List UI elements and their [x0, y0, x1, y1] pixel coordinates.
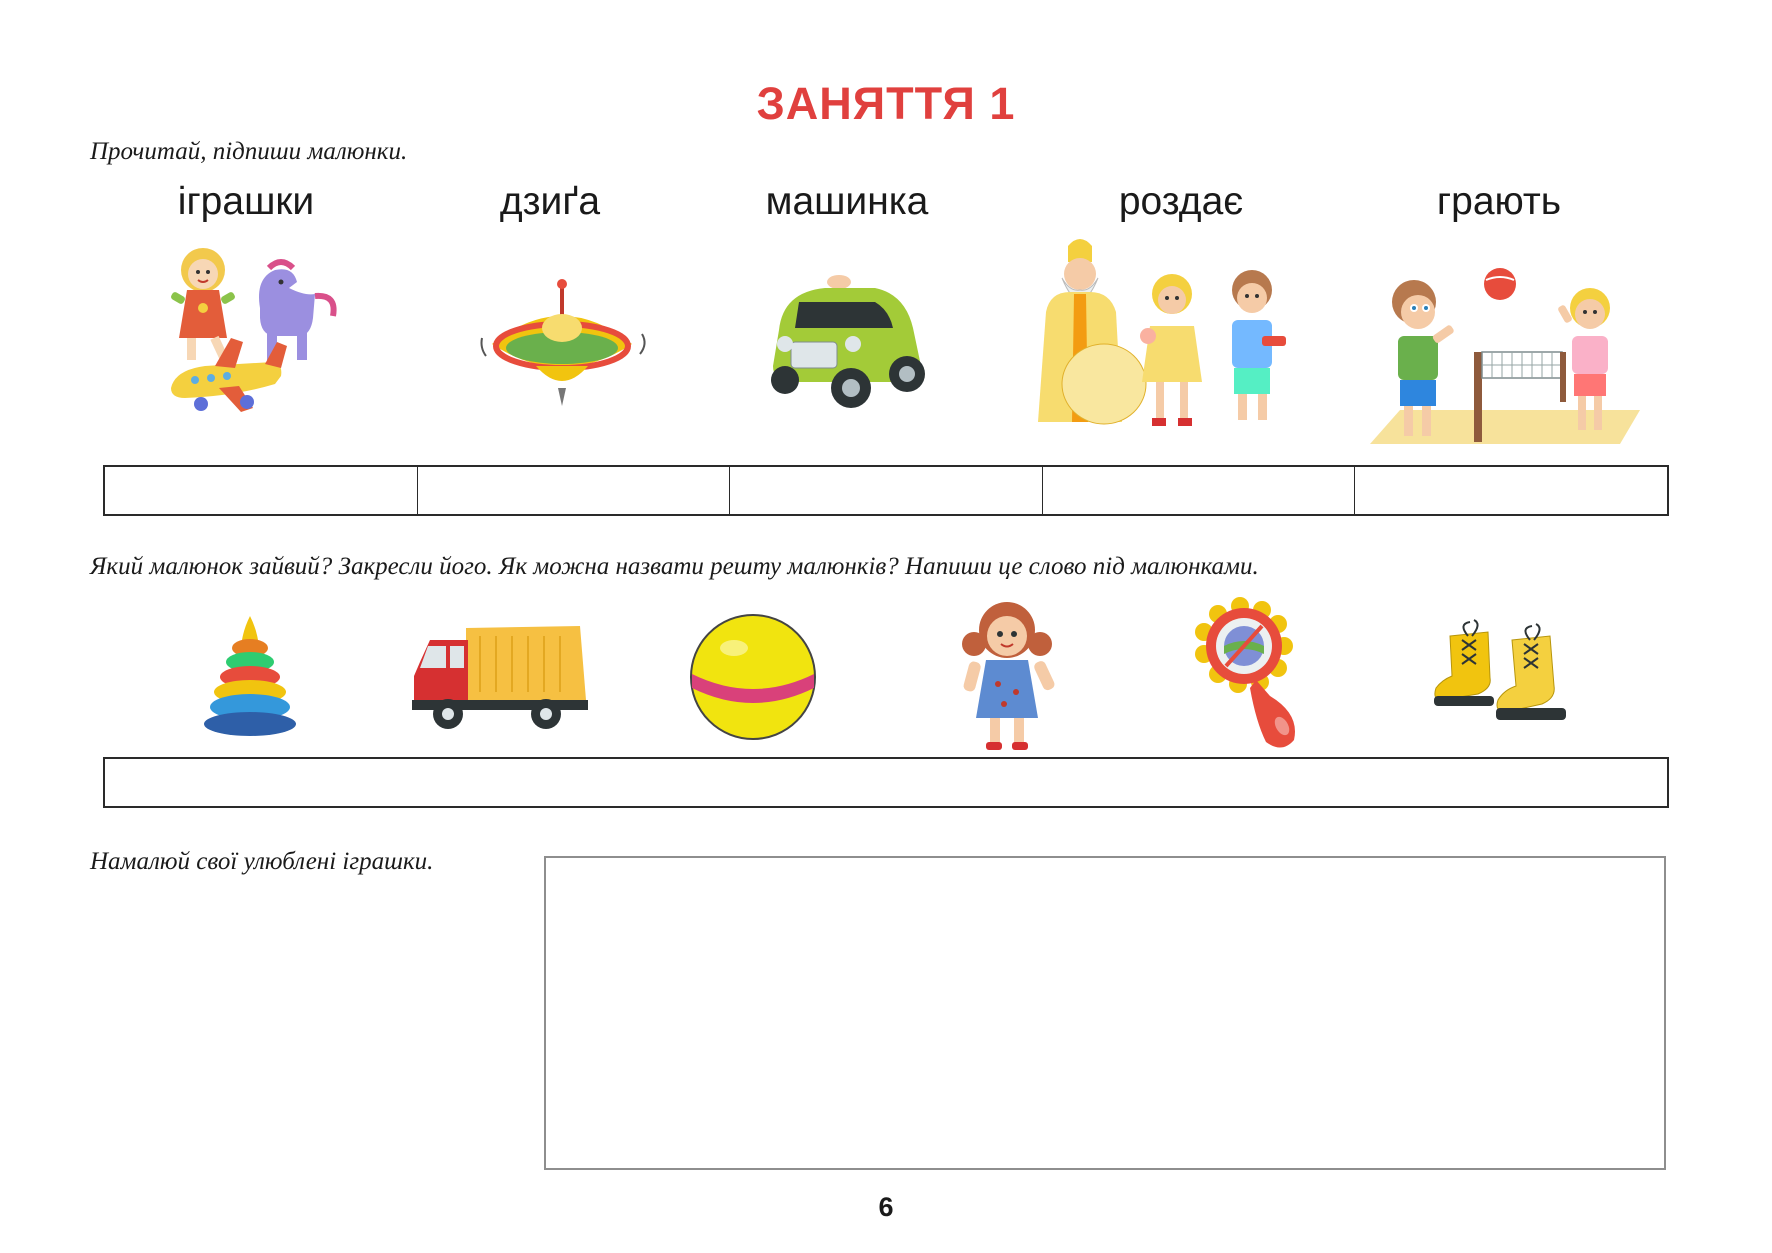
lesson-title: ЗАНЯТТЯ 1	[756, 78, 1016, 129]
task1-instruction: Прочитай, підпиши малюнки.	[90, 138, 408, 165]
toy-car-illustration	[765, 270, 935, 420]
stacking-pyramid-illustration	[200, 614, 300, 742]
rattle-illustration	[1190, 596, 1320, 756]
answer-cell-toys[interactable]	[105, 467, 418, 514]
boots-illustration	[1432, 616, 1582, 736]
answer-cell-gives[interactable]	[1043, 467, 1356, 514]
drawing-area[interactable]	[544, 856, 1666, 1170]
saint-nicholas-illustration	[1030, 232, 1300, 442]
answer-cell-top[interactable]	[418, 467, 731, 514]
answer-line-task2[interactable]	[103, 757, 1669, 808]
page-number: 6	[878, 1192, 894, 1222]
word-gives: роздає	[1118, 180, 1244, 223]
word-car: машинка	[765, 180, 929, 223]
answer-cell-play[interactable]	[1355, 467, 1667, 514]
word-play: грають	[1436, 180, 1562, 223]
word-top: дзиґа	[499, 180, 601, 223]
task3-instruction: Намалюй свої улюблені іграшки.	[90, 848, 434, 875]
toys-illustration	[165, 238, 365, 448]
ball-illustration	[688, 612, 818, 742]
children-playing-illustration	[1360, 260, 1650, 450]
word-toys: іграшки	[177, 180, 315, 223]
doll-illustration	[952, 600, 1062, 752]
task2-instruction: Який малюнок зайвий? Закресли його. Як можна назвати решту малюнків? Напиши це слово під малюнками.	[90, 553, 1259, 580]
truck-illustration	[410, 622, 590, 732]
answer-table-task1	[103, 465, 1669, 516]
answer-cell-car[interactable]	[730, 467, 1043, 514]
spinning-top-illustration	[480, 278, 660, 418]
